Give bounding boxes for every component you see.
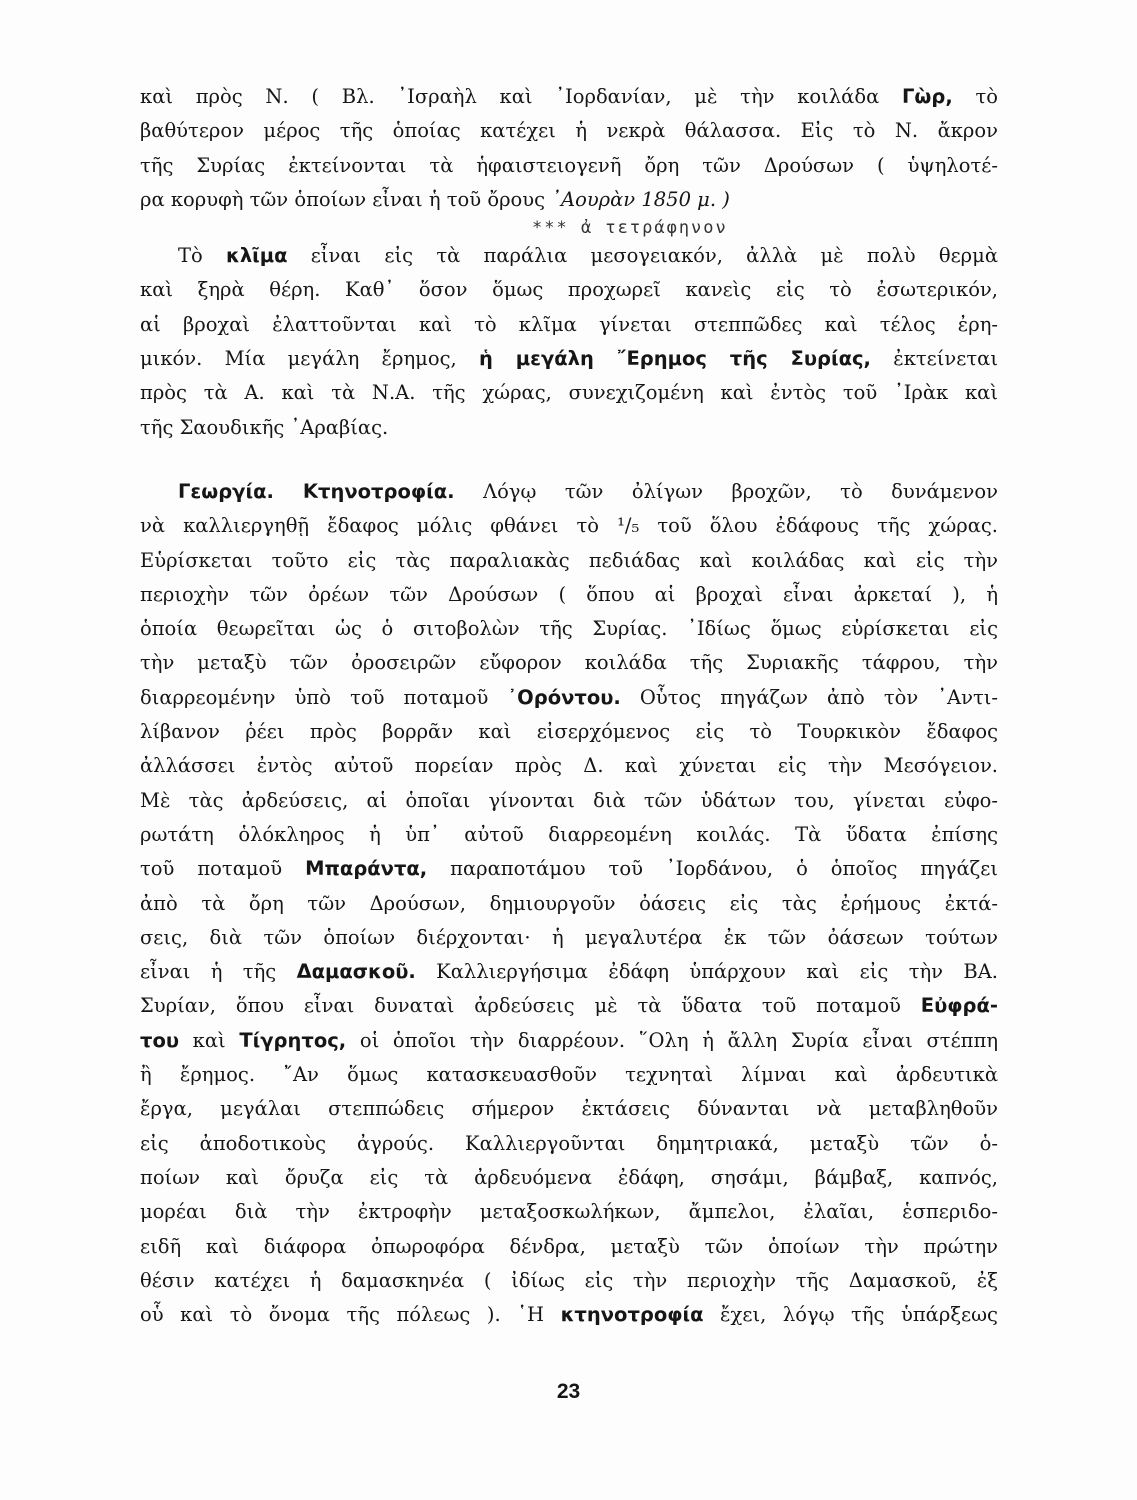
text-span: εἶναι εἰς τὰ παράλια μεσογειακόν, ἀλλὰ μὲ πολὺ θερμὰ (287, 244, 998, 268)
text-line: λίβανον ῥέει πρὸς βορρᾶν καὶ εἰσερχόμενος εἰς τὸ Τουρκικὸν ἔδαφος (140, 720, 998, 744)
bold-term: ᾿Ορόντου. (507, 685, 621, 709)
annotation-text: *** ἀ τετράφηνον (532, 218, 728, 239)
text-line: ρωτάτη ὁλόκληρος ἡ ὑπ᾿ αὐτοῦ διαρρεομένη κοιλάς. Τὰ ὕδατα ἐπίσης (140, 822, 998, 846)
text-span: Λόγῳ τῶν ὀλίγων βροχῶν, τὸ δυνάμενον (454, 479, 999, 503)
text-line (140, 1024, 998, 1058)
text-span: ρα κορυφὴ τῶν ὁποίων εἶναι ἡ τοῦ ὄρους (140, 187, 552, 211)
text-span: οὗ καὶ τὸ ὄνομα τῆς πόλεως ). ῾Η (140, 1303, 561, 1327)
text-line: αἱ βροχαὶ ἐλαττοῦνται καὶ τὸ κλῖμα γίνεται στεππῶδες καὶ τέλος ἐρη- (140, 312, 998, 336)
text-line (140, 1298, 998, 1332)
text-span: μικόν. Μία μεγάλη ἔρημος, (140, 347, 479, 371)
text-span: τὸ (952, 85, 998, 108)
text-line (140, 989, 998, 1023)
paragraph-gap (140, 445, 998, 475)
text-line: Μὲ τὰς ἀρδεύσεις, αἱ ὁποῖαι γίνονται διὰ τῶν ὑδάτων του, γίνεται εὐφο- (140, 788, 998, 812)
text-span: οἱ ὁποῖοι τὴν διαρρέουν. ῞Ολη ἡ ἄλλη Συρία εἶναι στέππη (346, 1028, 998, 1052)
text-span: Συρίαν, ὅπου εἶναι δυναταὶ ἀρδεύσεις μὲ τὰ ὕδατα τοῦ ποταμοῦ (140, 994, 921, 1018)
text-line (140, 681, 998, 715)
text-line: εἰς ἀποδοτικοὺς ἀγρούς. Καλλιεργοῦνται δημητριακά, μεταξὺ τῶν ὁ- (140, 1131, 998, 1155)
text-line: θέσιν κατέχει ἡ δαμασκηνέα ( ἰδίως εἰς τὴν περιοχὴν τῆς Δαμασκοῦ, ἐξ (140, 1268, 998, 1292)
page-number: 23 (556, 1380, 581, 1403)
text-span: καὶ πρὸς Ν. ( Βλ. ᾿Ισραὴλ καὶ ᾿Ιορδανίαν, μὲ τὴν κοιλάδα (140, 85, 902, 108)
text-line: πρὸς τὰ Α. καὶ τὰ Ν.Α. τῆς χώρας, συνεχιζομένη καὶ ἐντὸς τοῦ ᾿Ιρὰκ καὶ (140, 381, 998, 405)
text-line (140, 955, 998, 989)
italic-term: ᾿Αουρὰν 1850 μ. ) (551, 187, 730, 211)
text-line: τῆς Συρίας ἐκτείνονται τὰ ἡφαιστειογενῆ ὄρη τῶν Δρούσων ( ὑψηλοτέ- (140, 153, 998, 177)
text-line: τὴν μεταξὺ τῶν ὀροσειρῶν εὔφορον κοιλάδα τῆς Συριακῆς τάφρου, τὴν (140, 651, 998, 675)
text-span: Καλλιεργήσιμα ἐδάφη ὑπάρχουν καὶ εἰς τὴν ΒΑ. (415, 960, 998, 984)
bold-term: κτηνοτροφία (560, 1303, 704, 1327)
text-line: βαθύτερον μέρος τῆς ὁποίας κατέχει ἡ νεκρὰ θάλασσα. Εἰς τὸ Ν. ἄκρον (140, 119, 998, 143)
bold-term: Εὐφρά- (920, 994, 998, 1018)
bold-term: ἡ μεγάλη ῎Ερημος τῆς Συρίας, (478, 347, 871, 371)
text-span: διαρρεομένην ὑπὸ τοῦ ποταμοῦ (140, 685, 508, 709)
text-span: παραποτάμου τοῦ ᾿Ιορδάνου, ὁ ὁποῖος πηγάζει (427, 857, 998, 881)
text-line: τῆς Σαουδικῆς ᾿Αραβίας. (140, 415, 389, 439)
text-span: καὶ (179, 1028, 240, 1052)
text-span: Οὗτος πηγάζων ἀπὸ τὸν ᾿Αντι- (620, 685, 998, 709)
text-span: τοῦ ποταμοῦ (140, 857, 306, 881)
bold-term: κλῖμα (225, 244, 288, 268)
text-line (140, 852, 998, 886)
bold-term: Γὼρ, (901, 85, 953, 108)
text-line: Εὑρίσκεται τοῦτο εἰς τὰς παραλιακὰς πεδιάδας καὶ κοιλάδας καὶ εἰς τὴν (140, 548, 998, 572)
text-line (140, 80, 998, 114)
text-span: ἐκτείνεται (870, 347, 998, 371)
page-text (140, 80, 998, 1332)
text-line: σεις, διὰ τῶν ὁποίων διέρχονται· ἡ μεγαλυτέρα ἐκ τῶν ὀάσεων τούτων (140, 925, 998, 949)
text-line (140, 342, 998, 376)
text-span: εἶναι ἡ τῆς (140, 960, 297, 984)
text-line: ἀπὸ τὰ ὄρη τῶν Δρούσων, δημιουργοῦν ὀάσεις εἰς τὰς ἐρήμους ἐκτά- (140, 891, 998, 915)
text-line (140, 475, 998, 509)
text-line: μορέαι διὰ τὴν ἐκτροφὴν μεταξοσκωλήκων, ἄμπελοι, ἐλαῖαι, ἑσπεριδο- (140, 1200, 998, 1224)
text-line: ἀλλάσσει ἐντὸς αὐτοῦ πορείαν πρὸς Δ. καὶ χύνεται εἰς τὴν Μεσόγειον. (140, 754, 998, 778)
text-line: ὁποία θεωρεῖται ὡς ὁ σιτοβολὼν τῆς Συρίας. ᾿Ιδίως ὅμως εὑρίσκεται εἰς (140, 617, 998, 641)
text-line: ποίων καὶ ὄρυζα εἰς τὰ ἀρδευόμενα ἐδάφη, σησάμι, βάμβαξ, καπνός, (140, 1165, 998, 1189)
text-line: καὶ ξηρὰ θέρη. Καθ᾿ ὅσον ὅμως προχωρεῖ κανεὶς εἰς τὸ ἐσωτερικόν, (140, 278, 998, 302)
text-span: ἔχει, λόγῳ τῆς ὑπάρξεως (703, 1303, 998, 1327)
text-line: νὰ καλλιεργηθῇ ἔδαφος μόλις φθάνει τὸ ¹/₅ τοῦ ὅλου ἐδάφους τῆς χώρας. (140, 514, 998, 538)
bold-term: Μπαράντα, (305, 857, 428, 881)
text-span: Τὸ (178, 244, 226, 268)
text-line: ἔργα, μεγάλαι στεππώδεις σήμερον ἐκτάσεις δύνανται νὰ μεταβληθοῦν (140, 1097, 998, 1121)
bold-term: του (140, 1028, 180, 1052)
text-line: ειδῆ καὶ διάφορα ὀπωροφόρα δένδρα, μεταξὺ τῶν ὁποίων τὴν πρώτην (140, 1234, 998, 1258)
text-line: ἢ ἔρημος. ῎Αν ὅμως κατασκευασθοῦν τεχνηταὶ λίμναι καὶ ἀρδευτικὰ (140, 1063, 998, 1087)
text-line: περιοχὴν τῶν ὀρέων τῶν Δρούσων ( ὅπου αἱ βροχαὶ εἶναι ἀρκεταί ), ἡ (140, 582, 998, 606)
handwritten-annotation (140, 217, 998, 239)
bold-term: Τίγρητος, (239, 1028, 347, 1052)
bold-term: Δαμασκοῦ. (296, 960, 416, 984)
section-heading: Γεωργία. Κτηνοτροφία. (178, 479, 455, 503)
